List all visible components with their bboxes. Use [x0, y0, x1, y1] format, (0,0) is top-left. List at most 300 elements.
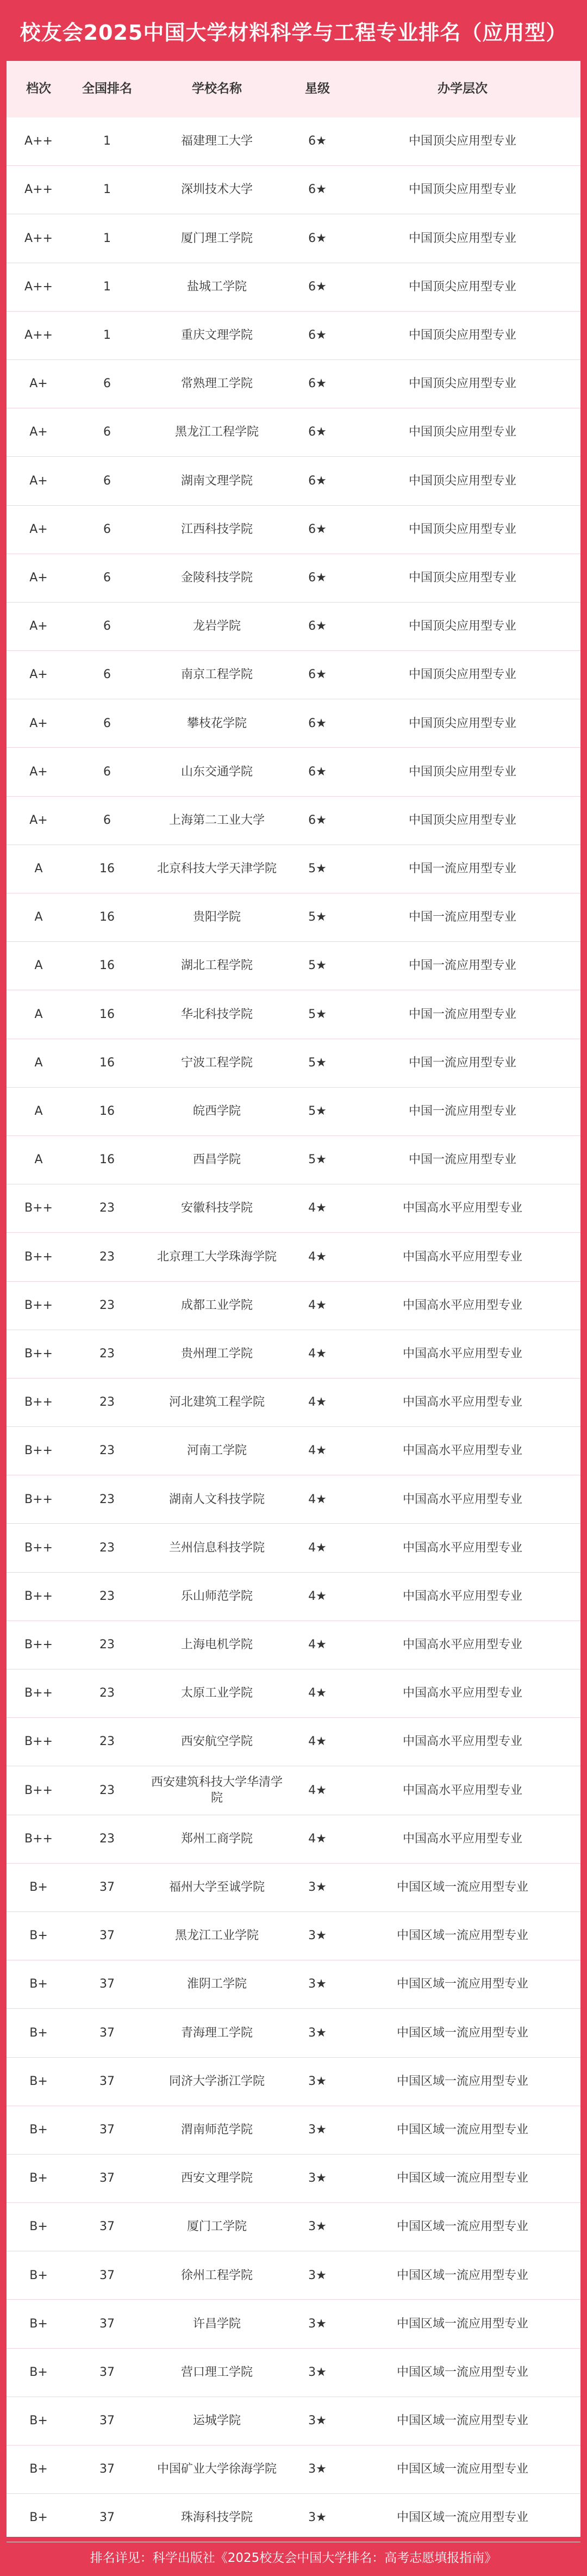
school-name-cell: 成都工业学院 [180, 1298, 253, 1312]
school-name-cell: 许昌学院 [192, 2317, 241, 2331]
star-cell: 4★ [308, 1638, 327, 1652]
school-name-cell: 淮阴工学院 [186, 1977, 247, 1991]
table-row [7, 603, 580, 651]
tier-cell: A [34, 910, 43, 924]
table-header-row [7, 61, 580, 117]
star-cell: 6★ [308, 377, 327, 391]
table-row [7, 2349, 580, 2397]
rank-cell: 23 [99, 1589, 115, 1603]
tier-cell: B+ [29, 2220, 48, 2234]
star-cell: 4★ [308, 1541, 327, 1555]
star-cell: 5★ [308, 1104, 327, 1118]
rank-cell: 6 [103, 813, 111, 827]
tier-cell: B++ [24, 1589, 53, 1603]
school-name-cell: 渭南师范学院 [180, 2122, 253, 2137]
star-cell: 4★ [308, 1832, 327, 1846]
tier-cell: A+ [29, 668, 48, 682]
star-cell: 4★ [308, 1298, 327, 1312]
table-row [7, 1475, 580, 1524]
tier-cell: A+ [29, 765, 48, 779]
rank-cell: 6 [103, 619, 111, 634]
school-name-cell: 郑州工商学院 [180, 1832, 253, 1846]
rank-cell: 23 [99, 1783, 115, 1797]
rank-cell: 6 [103, 570, 111, 585]
program-level-cell: 中国高水平应用型专业 [402, 1395, 522, 1410]
rank-cell: 6 [103, 377, 111, 391]
star-cell: 3★ [308, 2317, 327, 2331]
rank-cell: 16 [99, 959, 115, 973]
tier-cell: B+ [29, 1880, 48, 1894]
program-level-cell: 中国顶尖应用型专业 [408, 183, 516, 197]
star-cell: 4★ [308, 1250, 327, 1264]
star-cell: 6★ [308, 765, 327, 779]
school-name-cell: 宁波工程学院 [180, 1056, 253, 1070]
school-name-cell: 太原工业学院 [180, 1686, 253, 1700]
tier-cell: A++ [24, 231, 53, 245]
school-name-cell: 福建理工大学 [180, 134, 253, 148]
program-level-cell: 中国区域一流应用型专业 [396, 2268, 528, 2282]
rank-cell: 16 [99, 1104, 115, 1118]
school-name-cell: 运城学院 [192, 2414, 241, 2428]
rank-cell: 37 [99, 2365, 115, 2379]
program-level-cell: 中国顶尖应用型专业 [408, 668, 516, 682]
tier-cell: B++ [24, 1395, 53, 1410]
tier-cell: A [34, 959, 43, 973]
rank-cell: 16 [99, 862, 115, 876]
table-row [7, 2251, 580, 2300]
star-cell: 5★ [308, 862, 327, 876]
program-level-cell: 中国高水平应用型专业 [402, 1346, 522, 1361]
rank-cell: 1 [103, 183, 111, 197]
table-row [7, 1233, 580, 1281]
tier-cell: A++ [24, 134, 53, 148]
table-row [7, 1184, 580, 1233]
rank-cell: 37 [99, 2074, 115, 2088]
rank-cell: 23 [99, 1735, 115, 1749]
program-level-cell: 中国高水平应用型专业 [402, 1589, 522, 1603]
school-name-cell: 青海理工学院 [180, 2026, 253, 2040]
school-name-cell: 龙岩学院 [192, 619, 241, 634]
school-name-cell: 攀枝花学院 [186, 716, 247, 730]
rank-cell: 1 [103, 231, 111, 245]
program-level-cell: 中国区域一流应用型专业 [396, 2026, 528, 2040]
school-name-cell: 黑龙江工程学院 [174, 425, 259, 439]
rank-cell: 16 [99, 1056, 115, 1070]
tier-cell: A [34, 1153, 43, 1167]
program-level-cell: 中国一流应用型专业 [408, 959, 516, 973]
rank-cell: 6 [103, 716, 111, 730]
table-row [7, 1427, 580, 1475]
program-level-cell: 中国区域一流应用型专业 [396, 2122, 528, 2137]
school-name-cell: 上海第二工业大学 [168, 813, 265, 827]
table-row [7, 893, 580, 942]
tier-cell: B+ [29, 1977, 48, 1991]
table-row [7, 2058, 580, 2106]
program-level-cell: 中国顶尖应用型专业 [408, 377, 516, 391]
tier-cell: B+ [29, 2171, 48, 2186]
school-name-cell: 河北建筑工程学院 [168, 1395, 265, 1410]
table-row [7, 1960, 580, 2009]
school-name-cell: 上海电机学院 [180, 1638, 253, 1652]
program-level-cell: 中国区域一流应用型专业 [396, 2414, 528, 2428]
star-cell: 6★ [308, 619, 327, 634]
school-name-cell: 深圳技术大学 [180, 183, 253, 197]
school-name-cell: 湖南文理学院 [180, 474, 253, 488]
star-cell: 6★ [308, 813, 327, 827]
program-level-cell: 中国顶尖应用型专业 [408, 231, 516, 245]
table-row [7, 2106, 580, 2155]
table-row [7, 2445, 580, 2494]
program-level-cell: 中国区域一流应用型专业 [396, 2365, 528, 2379]
tier-cell: B++ [24, 1492, 53, 1506]
tier-cell: B+ [29, 2511, 48, 2525]
star-cell: 6★ [308, 522, 327, 536]
school-name-cell: 山东交通学院 [180, 765, 253, 779]
rank-cell: 23 [99, 1541, 115, 1555]
star-cell: 6★ [308, 231, 327, 245]
program-level-cell: 中国区域一流应用型专业 [396, 1977, 528, 1991]
table-row [7, 117, 580, 166]
star-cell: 4★ [308, 1492, 327, 1506]
tier-cell: B++ [24, 1686, 53, 1700]
star-cell: 5★ [308, 1153, 327, 1167]
tier-cell: A++ [24, 328, 53, 342]
rank-cell: 23 [99, 1346, 115, 1361]
program-level-cell: 中国高水平应用型专业 [402, 1250, 522, 1264]
table-row [7, 1573, 580, 1621]
star-cell: 6★ [308, 716, 327, 730]
rank-cell: 37 [99, 2220, 115, 2234]
table-row [7, 2009, 580, 2057]
school-name-cell: 西安航空学院 [180, 1735, 253, 1749]
rank-cell: 23 [99, 1298, 115, 1312]
rank-cell: 16 [99, 910, 115, 924]
tier-cell: A+ [29, 377, 48, 391]
school-name-cell: 西安文理学院 [180, 2171, 253, 2186]
school-name-cell: 金陵科技学院 [180, 570, 253, 585]
star-cell: 5★ [308, 1007, 327, 1021]
school-name-cell: 江西科技学院 [180, 522, 253, 536]
star-cell: 6★ [308, 425, 327, 439]
program-level-cell: 中国高水平应用型专业 [402, 1541, 522, 1555]
table-row [7, 2203, 580, 2251]
school-name-cell: 乐山师范学院 [180, 1589, 253, 1603]
star-cell: 5★ [308, 959, 327, 973]
school-name-cell: 重庆文理学院 [180, 328, 253, 342]
program-level-cell: 中国一流应用型专业 [408, 862, 516, 876]
table-row [7, 360, 580, 408]
tier-cell: B++ [24, 1832, 53, 1846]
rank-cell: 23 [99, 1638, 115, 1652]
tier-cell: B+ [29, 2268, 48, 2282]
star-cell: 3★ [308, 1977, 327, 1991]
table-row [7, 554, 580, 603]
program-level-cell: 中国区域一流应用型专业 [396, 2462, 528, 2476]
program-level-cell: 中国高水平应用型专业 [402, 1444, 522, 1458]
school-name-cell: 中国矿业大学徐海学院 [157, 2462, 277, 2476]
tier-cell: A+ [29, 570, 48, 585]
rank-cell: 37 [99, 2414, 115, 2428]
school-name-cell: 兰州信息科技学院 [168, 1541, 265, 1555]
star-cell: 6★ [308, 328, 327, 342]
tier-cell: A [34, 1104, 43, 1118]
table-row [7, 1766, 580, 1815]
source-footnote: 排名详见：科学出版社《2025校友会中国大学排名：高考志愿填报指南》 [90, 2550, 497, 2565]
program-level-cell: 中国顶尖应用型专业 [408, 522, 516, 536]
school-name-cell: 北京理工大学珠海学院 [157, 1250, 277, 1264]
program-level-cell: 中国顶尖应用型专业 [408, 619, 516, 634]
tier-cell: A+ [29, 813, 48, 827]
program-level-cell: 中国一流应用型专业 [408, 910, 516, 924]
rank-cell: 23 [99, 1395, 115, 1410]
tier-cell: A+ [29, 425, 48, 439]
star-cell: 6★ [308, 134, 327, 148]
program-level-cell: 中国高水平应用型专业 [402, 1492, 522, 1506]
table-row [7, 1039, 580, 1088]
rank-cell: 1 [103, 280, 111, 294]
table-body [7, 117, 580, 2542]
star-cell: 3★ [308, 2026, 327, 2040]
program-level-cell: 中国顶尖应用型专业 [408, 134, 516, 148]
school-name-cell: 福州大学至诚学院 [168, 1880, 265, 1894]
program-level-cell: 中国区域一流应用型专业 [396, 1880, 528, 1894]
header-school-name: 学校名称 [192, 82, 242, 96]
tier-cell: B+ [29, 2074, 48, 2088]
tier-cell: B++ [24, 1541, 53, 1555]
table-row [7, 1912, 580, 1960]
program-level-cell: 中国顶尖应用型专业 [408, 765, 516, 779]
rank-cell: 37 [99, 2026, 115, 2040]
star-cell: 4★ [308, 1589, 327, 1603]
table-row [7, 1718, 580, 1766]
tier-cell: A++ [24, 280, 53, 294]
tier-cell: A [34, 1056, 43, 1070]
star-cell: 6★ [308, 280, 327, 294]
rank-cell: 37 [99, 2317, 115, 2331]
program-level-cell: 中国顶尖应用型专业 [408, 813, 516, 827]
table-row [7, 166, 580, 214]
table-row [7, 2300, 580, 2348]
star-cell: 3★ [308, 2268, 327, 2282]
table-row [7, 457, 580, 505]
school-name-cell: 珠海科技学院 [180, 2511, 253, 2525]
program-level-cell: 中国高水平应用型专业 [402, 1783, 522, 1797]
star-cell: 3★ [308, 2220, 327, 2234]
rank-cell: 6 [103, 522, 111, 536]
table-row [7, 214, 580, 263]
rank-cell: 6 [103, 474, 111, 488]
tier-cell: B++ [24, 1735, 53, 1749]
rank-cell: 16 [99, 1007, 115, 1021]
page-title: 校友会2025中国大学材料科学与工程专业排名（应用型） [20, 20, 567, 45]
school-name-cell: 湖北工程学院 [180, 959, 253, 973]
star-cell: 4★ [308, 1686, 327, 1700]
star-cell: 3★ [308, 2511, 327, 2525]
program-level-cell: 中国顶尖应用型专业 [408, 425, 516, 439]
school-name-cell: 贵州理工学院 [180, 1346, 253, 1361]
star-cell: 3★ [308, 2171, 327, 2186]
table-row [7, 2155, 580, 2203]
tier-cell: B+ [29, 2365, 48, 2379]
tier-cell: B++ [24, 1346, 53, 1361]
rank-cell: 37 [99, 1929, 115, 1943]
table-row [7, 1136, 580, 1184]
rank-cell: 1 [103, 328, 111, 342]
table-row [7, 942, 580, 990]
program-level-cell: 中国区域一流应用型专业 [396, 2511, 528, 2525]
table-row [7, 1669, 580, 1718]
star-cell: 6★ [308, 668, 327, 682]
star-cell: 4★ [308, 1201, 327, 1215]
table-row [7, 1524, 580, 1572]
tier-cell: B++ [24, 1783, 53, 1797]
program-level-cell: 中国一流应用型专业 [408, 1056, 516, 1070]
tier-cell: B++ [24, 1298, 53, 1312]
header-star-level: 星级 [305, 82, 330, 96]
program-level-cell: 中国区域一流应用型专业 [396, 2317, 528, 2331]
star-cell: 3★ [308, 1880, 327, 1894]
table-row [7, 651, 580, 699]
table-row [7, 408, 580, 457]
rank-cell: 1 [103, 134, 111, 148]
ranking-table [7, 61, 580, 2537]
table-row [7, 699, 580, 748]
table-row [7, 1088, 580, 1136]
rank-cell: 6 [103, 425, 111, 439]
school-name-cell: 安徽科技学院 [180, 1201, 253, 1215]
table-row [7, 1330, 580, 1379]
tier-cell: A+ [29, 716, 48, 730]
rank-cell: 37 [99, 2171, 115, 2186]
tier-cell: B++ [24, 1250, 53, 1264]
school-name-cell: 华北科技学院 [180, 1007, 253, 1021]
tier-cell: A+ [29, 522, 48, 536]
school-name-cell: 皖西学院 [192, 1104, 241, 1118]
rank-cell: 37 [99, 1880, 115, 1894]
school-name-cell: 湖南人文科技学院 [168, 1492, 265, 1506]
program-level-cell: 中国高水平应用型专业 [402, 1686, 522, 1700]
table-row [7, 1621, 580, 1669]
star-cell: 3★ [308, 2414, 327, 2428]
program-level-cell: 中国顶尖应用型专业 [408, 474, 516, 488]
table-row [7, 845, 580, 893]
rank-cell: 37 [99, 2511, 115, 2525]
program-level-cell: 中国区域一流应用型专业 [396, 2220, 528, 2234]
header-program-level: 办学层次 [438, 82, 488, 96]
rank-cell: 23 [99, 1686, 115, 1700]
tier-cell: A++ [24, 183, 53, 197]
tier-cell: A [34, 862, 43, 876]
school-name-cell: 厦门工学院 [186, 2220, 247, 2234]
rank-cell: 23 [99, 1492, 115, 1506]
star-cell: 4★ [308, 1783, 327, 1797]
table-row [7, 2397, 580, 2445]
school-name-cell: 黑龙江工业学院 [174, 1929, 259, 1943]
tier-cell: B+ [29, 2414, 48, 2428]
program-level-cell: 中国顶尖应用型专业 [408, 716, 516, 730]
rank-cell: 37 [99, 2122, 115, 2137]
rank-cell: 6 [103, 668, 111, 682]
star-cell: 4★ [308, 1395, 327, 1410]
star-cell: 3★ [308, 2462, 327, 2476]
rank-cell: 23 [99, 1250, 115, 1264]
program-level-cell: 中国区域一流应用型专业 [396, 1929, 528, 1943]
tier-cell: B+ [29, 1929, 48, 1943]
table-row [7, 748, 580, 796]
table-row [7, 312, 580, 360]
tier-cell: B+ [29, 2462, 48, 2476]
rank-cell: 23 [99, 1201, 115, 1215]
program-level-cell: 中国顶尖应用型专业 [408, 280, 516, 294]
program-level-cell: 中国顶尖应用型专业 [408, 328, 516, 342]
star-cell: 4★ [308, 1735, 327, 1749]
tier-cell: B++ [24, 1444, 53, 1458]
tier-cell: A+ [29, 619, 48, 634]
table-row [7, 2494, 580, 2542]
table-row [7, 506, 580, 554]
rank-cell: 6 [103, 765, 111, 779]
school-name-cell: 徐州工程学院 [180, 2268, 253, 2282]
rank-cell: 37 [99, 2268, 115, 2282]
star-cell: 4★ [308, 1444, 327, 1458]
star-cell: 5★ [308, 910, 327, 924]
program-level-cell: 中国高水平应用型专业 [402, 1638, 522, 1652]
star-cell: 3★ [308, 2365, 327, 2379]
school-name-cell: 北京科技大学天津学院 [157, 862, 277, 876]
school-name-cell: 厦门理工学院 [180, 231, 253, 245]
tier-cell: B+ [29, 2122, 48, 2137]
table-row [7, 1815, 580, 1864]
school-name-cell: 西安建筑科技大学华清学院 [151, 1775, 283, 1805]
table-row [7, 990, 580, 1039]
tier-cell: A [34, 1007, 43, 1021]
school-name-cell: 南京工程学院 [180, 668, 253, 682]
program-level-cell: 中国区域一流应用型专业 [396, 2074, 528, 2088]
school-name-cell: 河南工学院 [186, 1444, 247, 1458]
school-name-cell: 营口理工学院 [180, 2365, 253, 2379]
program-level-cell: 中国高水平应用型专业 [402, 1298, 522, 1312]
star-cell: 3★ [308, 1929, 327, 1943]
tier-cell: B+ [29, 2317, 48, 2331]
program-level-cell: 中国高水平应用型专业 [402, 1735, 522, 1749]
school-name-cell: 贵阳学院 [192, 910, 241, 924]
school-name-cell: 西昌学院 [192, 1153, 241, 1167]
tier-cell: A+ [29, 474, 48, 488]
star-cell: 4★ [308, 1346, 327, 1361]
rank-cell: 37 [99, 2462, 115, 2476]
star-cell: 6★ [308, 570, 327, 585]
table-row [7, 797, 580, 845]
table-row [7, 1379, 580, 1427]
star-cell: 5★ [308, 1056, 327, 1070]
rank-cell: 23 [99, 1832, 115, 1846]
program-level-cell: 中国区域一流应用型专业 [396, 2171, 528, 2186]
rank-cell: 16 [99, 1153, 115, 1167]
program-level-cell: 中国一流应用型专业 [408, 1104, 516, 1118]
rank-cell: 23 [99, 1444, 115, 1458]
program-level-cell: 中国顶尖应用型专业 [408, 570, 516, 585]
school-name-cell: 同济大学浙江学院 [168, 2074, 265, 2088]
program-level-cell: 中国高水平应用型专业 [402, 1832, 522, 1846]
table-row [7, 1282, 580, 1330]
star-cell: 6★ [308, 474, 327, 488]
tier-cell: B+ [29, 2026, 48, 2040]
star-cell: 6★ [308, 183, 327, 197]
header-national-rank: 全国排名 [82, 82, 132, 96]
program-level-cell: 中国一流应用型专业 [408, 1007, 516, 1021]
star-cell: 3★ [308, 2122, 327, 2137]
school-name-cell: 盐城工学院 [186, 280, 247, 294]
